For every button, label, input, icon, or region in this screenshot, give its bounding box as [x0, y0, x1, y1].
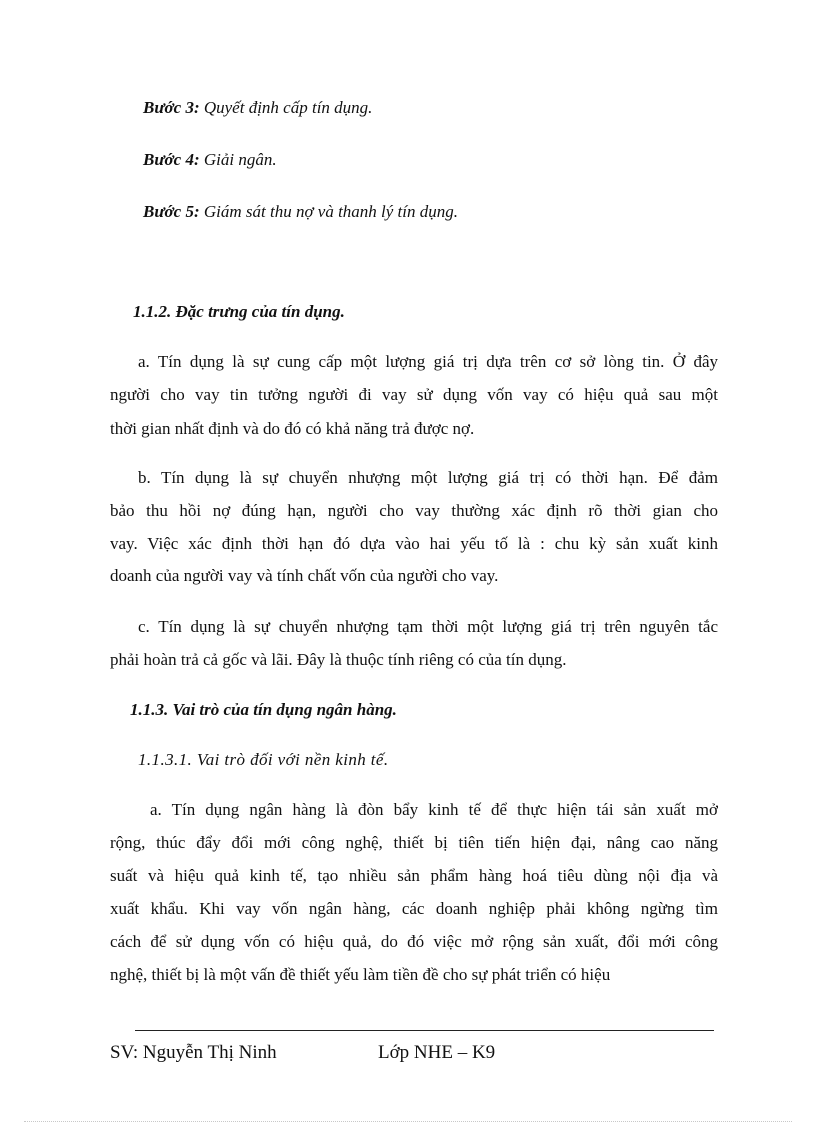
- step-3-label: Bước 3:: [143, 98, 200, 117]
- paragraph-b-line-1: b. Tín dụng là sự chuyển nhượng một lượng giá trị có thời hạn. Để đảm: [138, 468, 718, 487]
- step-5-label: Bước 5:: [143, 202, 200, 221]
- step-5-text: Giám sát thu nợ và thanh lý tín dụng.: [199, 202, 459, 221]
- paragraph-113a-line-5: cách để sử dụng vốn có hiệu quả, do đó việc mở rộng sản xuất, đổi mới công: [110, 932, 718, 951]
- paragraph-b-line-3: vay. Việc xác định thời hạn đó dựa vào hai yếu tố là : chu kỳ sản xuất kinh: [110, 534, 718, 553]
- page-bottom-edge: [24, 1121, 792, 1122]
- paragraph-113a-line-1: a. Tín dụng ngân hàng là đòn bẩy kinh tế để thực hiện tái sản xuất mở: [150, 800, 718, 819]
- footer-class: Lớp NHE – K9: [378, 1042, 496, 1063]
- paragraph-a-line-2: người cho vay tin tưởng người đi vay sử dụng vốn vay có hiệu quả sau một: [110, 385, 718, 404]
- step-4-label: Bước 4:: [143, 150, 200, 169]
- step-3: [143, 98, 372, 118]
- step-4-text: Giải ngân.: [199, 150, 277, 169]
- paragraph-113a-line-2: rộng, thúc đẩy đổi mới công nghệ, thiết bị tiên tiến hiện đại, nâng cao năng: [110, 833, 718, 852]
- paragraph-113a-line-3: suất và hiệu quả kinh tế, tạo nhiều sản phẩm hàng hoá tiêu dùng nội địa và: [110, 866, 718, 885]
- section-heading-1-1-3: 1.1.3. Vai trò của tín dụng ngân hàng.: [130, 700, 397, 719]
- step-4: [143, 150, 277, 170]
- footer-student-name: SV: Nguyễn Thị Ninh: [110, 1042, 277, 1063]
- step-5: [143, 202, 458, 222]
- paragraph-a-line-1: a. Tín dụng là sự cung cấp một lượng giá trị dựa trên cơ sở lòng tin. Ở đây: [138, 352, 718, 371]
- paragraph-113a-line-4: xuất khẩu. Khi vay vốn ngân hàng, các doanh nghiệp phải không ngừng tìm: [110, 899, 718, 918]
- step-3-text: Quyết định cấp tín dụng.: [199, 98, 373, 117]
- paragraph-a-line-3: thời gian nhất định và do đó có khả năng trả được nợ.: [110, 419, 475, 438]
- subsection-heading-1-1-3-1: 1.1.3.1. Vai trò đối với nền kinh tế.: [138, 750, 389, 769]
- section-heading-1-1-2: 1.1.2. Đặc trưng của tín dụng.: [133, 302, 345, 321]
- paragraph-b-line-2: bảo thu hồi nợ đúng hạn, người cho vay thường xác định rõ thời gian cho: [110, 501, 718, 520]
- paragraph-c-line-2: phải hoàn trả cả gốc và lãi. Đây là thuộc tính riêng có của tín dụng.: [110, 650, 567, 669]
- paragraph-b-line-4: doanh của người vay và tính chất vốn của người cho vay.: [110, 566, 499, 585]
- paragraph-113a-line-6: nghệ, thiết bị là một vấn đề thiết yếu làm tiền đề cho sự phát triển có hiệu: [110, 965, 611, 984]
- paragraph-c-line-1: c. Tín dụng là sự chuyển nhượng tạm thời một lượng giá trị trên nguyên tắc: [138, 617, 718, 636]
- footer-divider: [135, 1030, 714, 1031]
